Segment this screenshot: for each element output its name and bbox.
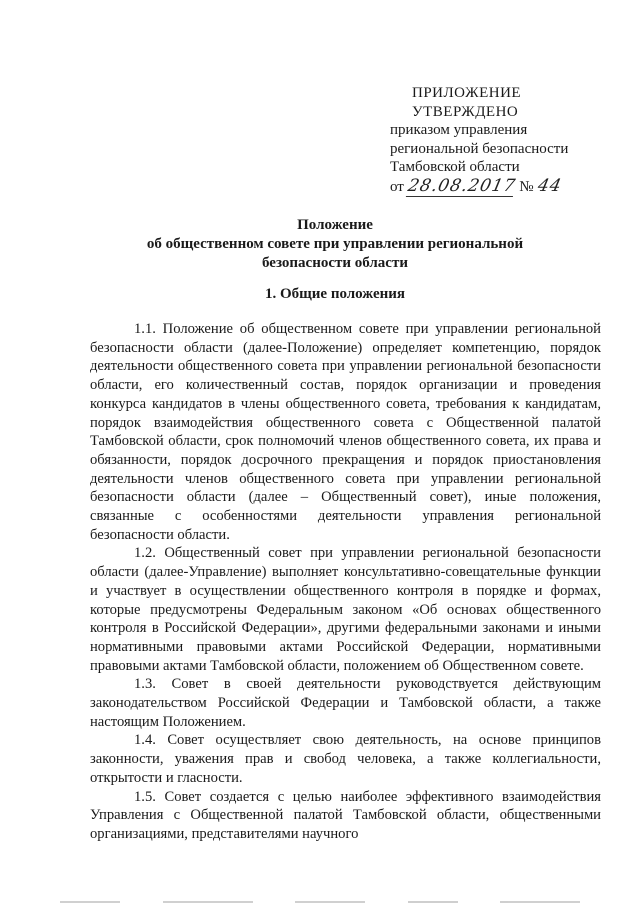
title-line-2: об общественном совете при управлении региональной (146, 236, 524, 252)
paragraph-1-5: 1.5. Совет создается с целью наиболее эффективного взаимодействия Управления с Общественной палатой Тамбовской области, общественными организациями, представителями научного (90, 788, 601, 842)
handwritten-date: 28.08.2017 (405, 175, 518, 196)
order-date-number (390, 177, 610, 197)
region-line: Тамбовской области (390, 159, 520, 175)
paragraph-1-4: 1.4. Совет осуществляет свою деятельность, на основе принципов законности, уважения прав и свобод человека, а также коллегиальности, открытости и гласности. (90, 732, 601, 786)
paragraph-1-2: 1.2. Общественный совет при управлении региональной безопасности области (далее-Управление) выполняет консультативно-совещательные функции и участвует в осуществлении общественного контроля в порядке и формах, которые предусмотрены Федеральным законом «Об основах общественного контроля в Российской Федерации», другими федеральными законами и иными нормативными правовыми актами Российской Федерации, нормативными правовыми актами Тамбовской области, положением об Общественном совете. (90, 545, 601, 674)
section-body (90, 320, 601, 844)
bleed-through-marks (60, 893, 580, 905)
department-line: региональной безопасности (390, 140, 569, 157)
order-line: приказом управления (390, 122, 528, 138)
approved-label: УТВЕРЖДЕНО (412, 103, 519, 120)
appendix-label: ПРИЛОЖЕНИЕ (412, 85, 522, 101)
handwritten-number: 44 (535, 175, 564, 196)
paragraph-1-1: 1.1. Положение об общественном совете при управлении региональной безопасности области (далее-Положение) определяет компетенцию, порядок деятельности общественного совета при управлении региональной безопасности области, его количественный состав, порядок организации и проведения конкурса кандидатов в члены общественного совета, требования к кандидатам, порядок взаимодействия общественного совета с Общественной палатой Тамбовской области, срок полномочий членов общественного совета, их права и обязанности, порядок досрочного прекращения и порядок приостановления деятельности членов общественного совета при управлении региональной безопасности области (далее – Общественный совет), иные положения, связанные с особенностями деятельности управления региональной безопасности области. (90, 321, 601, 543)
paragraph-1-3: 1.3. Совет в своей деятельности руководствуется действующим законодательством Российской Федерации и Тамбовской области, а также настоящим Положением. (90, 676, 601, 730)
section-heading: 1. Общие положения (264, 286, 406, 302)
document-title (80, 216, 590, 273)
approval-stamp-block (390, 84, 610, 196)
number-sign: № (519, 178, 534, 195)
from-label: от (390, 178, 404, 195)
title-line-1: Положение (297, 217, 373, 233)
title-line-3: безопасности области (262, 255, 408, 271)
